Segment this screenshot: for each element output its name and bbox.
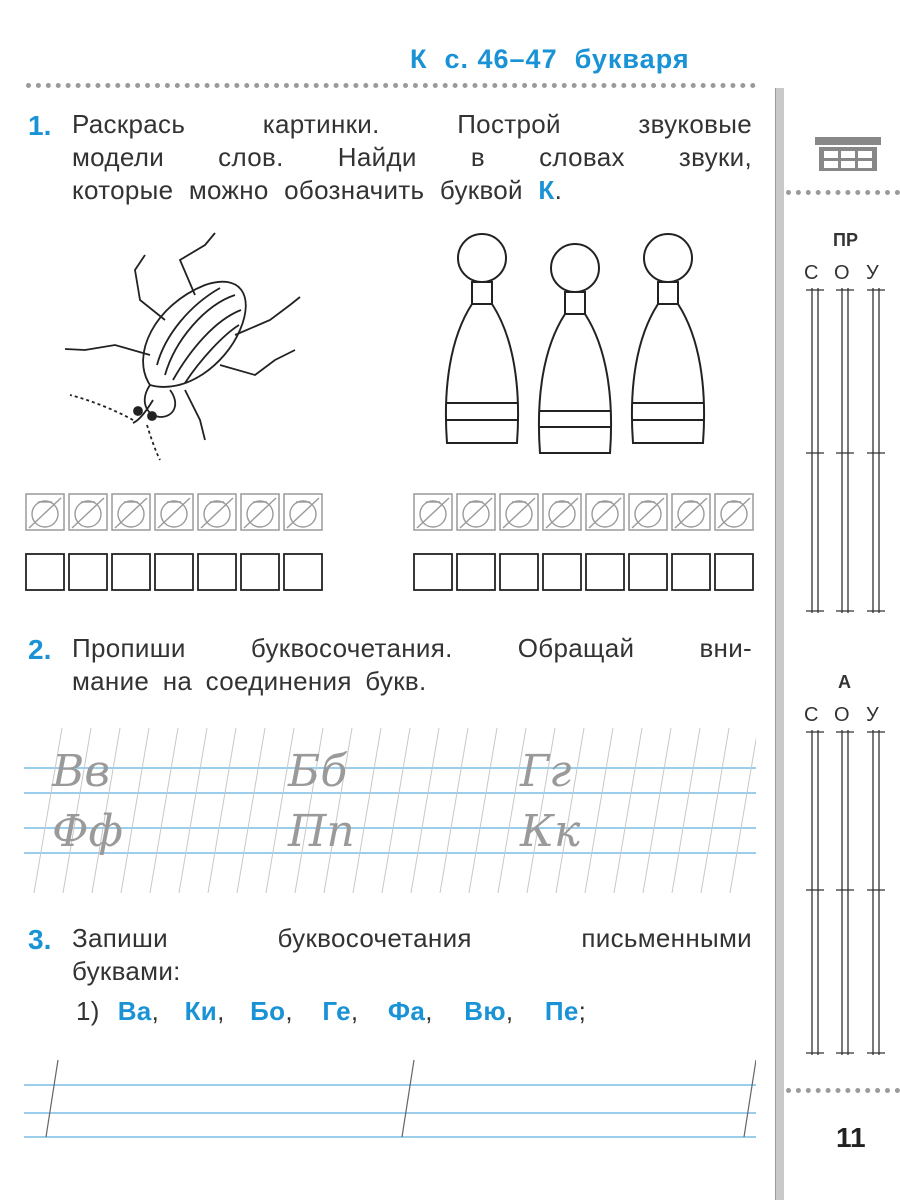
sample-vv: Вв bbox=[52, 746, 110, 797]
crossed-sound-box bbox=[586, 494, 624, 530]
syllable-fa: Фа bbox=[387, 996, 426, 1026]
task-2-line-1: Пропиши буквосочетания. Обращай вни- bbox=[72, 633, 752, 663]
syllable-vyu: Вю bbox=[464, 996, 506, 1026]
syllable-va: Ва bbox=[117, 996, 152, 1026]
crossed-sound-box bbox=[198, 494, 236, 530]
sample-bb: Бб bbox=[288, 746, 348, 797]
empty-sound-box bbox=[457, 554, 495, 590]
task-1-line-2: модели слов. Найди в словах звуки, bbox=[72, 142, 752, 172]
empty-sound-box bbox=[26, 554, 64, 590]
crossed-sound-box bbox=[500, 494, 538, 530]
task-3-line-1: Запиши буквосочетания письменными bbox=[72, 923, 752, 953]
syllable-pe: Пе bbox=[544, 996, 579, 1026]
crossed-sound-box bbox=[112, 494, 150, 530]
group-2-col-o: О bbox=[834, 704, 850, 726]
sample-ff: Фф bbox=[52, 806, 123, 857]
crossed-sound-box bbox=[543, 494, 581, 530]
group-2-col-s: С bbox=[804, 704, 819, 726]
task-1-number: 1. bbox=[28, 110, 52, 141]
sample-pp: Пп bbox=[288, 806, 355, 857]
empty-sound-box bbox=[629, 554, 667, 590]
header-divider bbox=[26, 83, 756, 88]
crossed-sound-box bbox=[672, 494, 710, 530]
item-1-prefix: 1) bbox=[76, 996, 100, 1026]
beetle-crossed-boxes bbox=[24, 492, 324, 534]
empty-sound-box bbox=[69, 554, 107, 590]
crossed-sound-box bbox=[241, 494, 279, 530]
group-2-col-u: У bbox=[866, 704, 879, 726]
group-2-title: А bbox=[838, 672, 851, 692]
crossed-sound-box bbox=[457, 494, 495, 530]
beetle-body bbox=[133, 282, 246, 423]
crossed-sound-box bbox=[26, 494, 64, 530]
task-3-writing-lines bbox=[24, 1055, 756, 1150]
empty-sound-box bbox=[414, 554, 452, 590]
task-3-line-2: буквами: bbox=[72, 956, 181, 986]
crossed-sound-box bbox=[155, 494, 193, 530]
empty-sound-box bbox=[543, 554, 581, 590]
group-1-title: ПР bbox=[833, 230, 858, 250]
empty-sound-box bbox=[715, 554, 753, 590]
comma-5: , bbox=[425, 996, 433, 1026]
comma-1: , bbox=[151, 996, 160, 1026]
skittles-empty-boxes bbox=[412, 552, 756, 594]
empty-sound-box bbox=[586, 554, 624, 590]
grid-icon bbox=[815, 137, 881, 173]
sidebar-divider-top bbox=[786, 190, 900, 195]
syllable-bo: Бо bbox=[250, 996, 286, 1026]
skittle-2 bbox=[539, 244, 611, 453]
empty-sound-box bbox=[284, 554, 322, 590]
page-header-title: К с. 46–47 букваря bbox=[410, 44, 690, 74]
comma-4: , bbox=[350, 996, 359, 1026]
crossed-sound-box bbox=[414, 494, 452, 530]
letter-k-highlight: К bbox=[538, 175, 555, 205]
syllable-ki: Ки bbox=[184, 996, 218, 1026]
beetle-illustration bbox=[55, 225, 315, 465]
empty-sound-box bbox=[241, 554, 279, 590]
task-2-number: 2. bbox=[28, 634, 52, 665]
empty-sound-box bbox=[672, 554, 710, 590]
comma-2: , bbox=[217, 996, 225, 1026]
task-1-line-1: Раскрась картинки. Построй звуковые bbox=[72, 109, 752, 139]
group-1-col-o: О bbox=[834, 262, 850, 284]
group-1-col-u: У bbox=[866, 262, 879, 284]
group-2-scale-lines bbox=[800, 730, 900, 1058]
crossed-sound-box bbox=[69, 494, 107, 530]
group-1-col-s: С bbox=[804, 262, 819, 284]
empty-sound-box bbox=[112, 554, 150, 590]
crossed-sound-box bbox=[629, 494, 667, 530]
right-margin-bar bbox=[775, 88, 784, 1200]
beetle-antennae bbox=[70, 395, 160, 460]
task-2-line-2: мание на соединения букв. bbox=[72, 666, 427, 696]
sample-gg: Гг bbox=[520, 746, 572, 797]
task-3-item-1 bbox=[76, 995, 586, 1028]
empty-sound-box bbox=[155, 554, 193, 590]
page-number: 11 bbox=[836, 1122, 866, 1153]
crossed-sound-box bbox=[284, 494, 322, 530]
task-3-number: 3. bbox=[28, 924, 52, 955]
task-1-line-3-text: которые можно обозначить буквой bbox=[72, 175, 523, 205]
crossed-sound-box bbox=[715, 494, 753, 530]
empty-sound-box bbox=[198, 554, 236, 590]
task-1-line-3 bbox=[72, 174, 752, 207]
skittle-3 bbox=[632, 234, 704, 443]
item-1-end: ; bbox=[578, 996, 587, 1026]
skittle-1 bbox=[445, 234, 519, 443]
group-1-scale-lines bbox=[800, 288, 900, 616]
empty-sound-box bbox=[500, 554, 538, 590]
sample-kk: Кк bbox=[520, 806, 581, 857]
skittles-illustration bbox=[435, 228, 725, 458]
skittles-crossed-boxes bbox=[412, 492, 756, 534]
comma-6: , bbox=[505, 996, 514, 1026]
sidebar-divider-bottom bbox=[786, 1088, 900, 1093]
task-1-text bbox=[72, 108, 752, 207]
handwriting-lines bbox=[24, 728, 756, 893]
task-3-text bbox=[72, 922, 752, 988]
task-1-line-3-end: . bbox=[554, 175, 563, 205]
comma-3: , bbox=[285, 996, 293, 1026]
syllable-ge: Ге bbox=[322, 996, 351, 1026]
beetle-empty-boxes bbox=[24, 552, 324, 594]
task-2-text bbox=[72, 632, 752, 698]
